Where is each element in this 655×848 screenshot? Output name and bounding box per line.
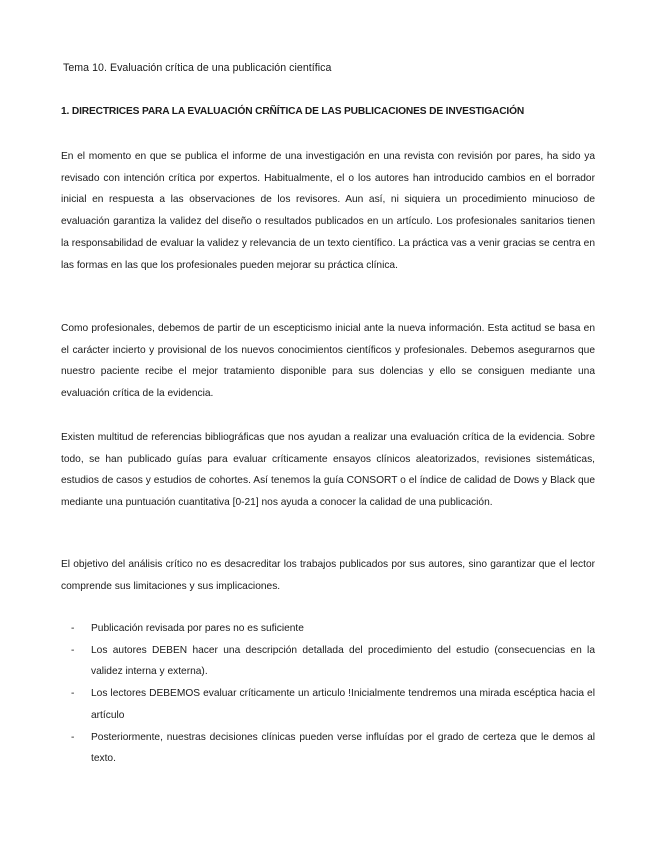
list-item	[61, 618, 595, 640]
dash-bullet-icon: -	[71, 731, 75, 743]
list-item-text: Los autores DEBEN hacer una descripción detallada del procedimiento del estudio (consecuencias en la validez interna y externa).	[91, 644, 595, 678]
list-item	[61, 640, 595, 683]
section-heading: 1. DIRECTRICES PARA LA EVALUACIÓN CRÑÍTICA DE LAS PUBLICACIONES DE INVESTIGACIÓN	[61, 106, 525, 117]
list-item-text: Los lectores DEBEMOS evaluar críticamente un articulo !Inicialmente tendremos una mirada escéptica hacia el artículo	[91, 688, 595, 721]
dash-bullet-icon: -	[71, 688, 75, 700]
paragraph-objective: El objetivo del análisis crítico no es desacreditar los trabajos publicados por sus autores, sino garantizar que el lector comprende sus limitaciones y sus implicaciones.	[61, 559, 595, 592]
bullet-list	[61, 618, 595, 770]
list-item	[61, 683, 595, 726]
dash-bullet-icon: -	[71, 644, 75, 656]
paragraph-peer-review: En el momento en que se publica el informe de una investigación en una revista con revisión por pares, ha sido ya revisado con intención crítica por expertos. Habitualmente, el o los autores han introducido cambios en el borrador inicial en respuesta a las observaciones de los revisores. Aun así, ni siquiera un procedimiento minucioso de evaluación garantiza la validez del diseño o resultados publicados en un artículo. Los profesionales sanitarios tienen la responsabilidad de evaluar la validez y relevancia de un texto científico. La práctica vas a venir gracias se centra en las formas en las que los profesionales pueden mejorar su práctica clínica.	[61, 151, 595, 271]
dash-bullet-icon: -	[71, 623, 75, 634]
paragraph-skepticism: Como profesionales, debemos de partir de un escepticismo inicial ante la nueva información. Esta actitud se basa en el carácter incierto y provisional de los nuevos conocimientos científicos y profesionales. Debemos asegurarnos que nuestro paciente recibe el mejor tratamiento disponible para sus dolencias y ello se consiguen mediante una evaluación crítica de la evidencia.	[61, 323, 595, 400]
list-item-text: Publicación revisada por pares no es suficiente	[91, 623, 304, 634]
list-item	[61, 727, 595, 770]
document-header-title: Tema 10. Evaluación crítica de una publicación científica	[63, 62, 332, 74]
list-item-text: Posteriormente, nuestras decisiones clínicas pueden verse influídas por el grado de certeza que le demos al texto.	[91, 731, 595, 765]
paragraph-references: Existen multitud de referencias bibliográficas que nos ayudan a realizar una evaluación crítica de la evidencia. Sobre todo, se han publicado guías para evaluar críticamente ensayos clínicos aleatorizados, revisiones sistemáticas, estudios de casos y estudios de cohortes. Así tenemos la guía CONSORT o el índice de calidad de Dows y Black que mediante una puntuación cuantitativa [0-21] nos ayuda a conocer la calidad de una publicación.	[61, 432, 595, 509]
